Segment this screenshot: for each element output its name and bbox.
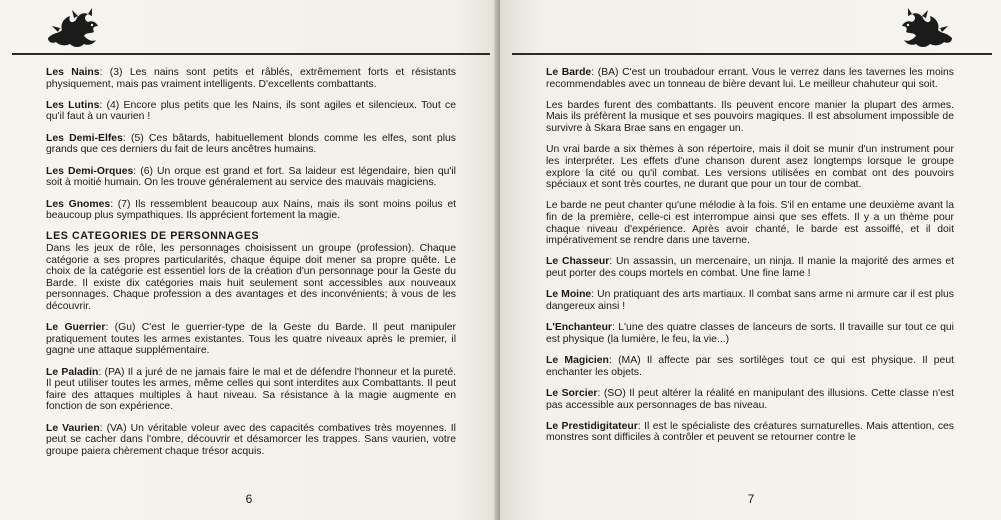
body-text: : Un pratiquant des arts martiaux. Il combat sans arme ni armure car il est plus dangereux ainsi !	[546, 289, 955, 312]
term: Le Chasseur	[546, 256, 610, 268]
class-paragraph-chasseur	[546, 256, 954, 279]
race-paragraph-nains	[46, 67, 456, 90]
body-text: : (Gu) C'est le guerrier-type de la Geste du Barde. Il peut manipuler pratiquement toutes les armes existantes. Tous les quatre niveaux après le premier, il gagne une attaque supplémentaire.	[46, 322, 456, 357]
class-paragraph-enchanteur	[546, 322, 954, 345]
term: Les Nains	[46, 67, 100, 78]
dragon-emblem-icon	[44, 8, 104, 50]
term: Le Guerrier	[46, 322, 106, 334]
term: L'Enchanteur	[546, 322, 612, 334]
race-paragraph-gnomes	[46, 199, 456, 222]
body-text: Un vrai barde a six thèmes à son répertoire, mais il doit se munir d'un instrument pour les interpréter. Les effets d'une chanson durent asez longtemps lorsque le groupe explore la cité ou qu'il combat. Les versions utilisées en combat ont des pouvoirs spéciaux et sont très courtes, ne durant que pour un tour de combat.	[546, 144, 954, 191]
class-paragraph-barde	[546, 67, 954, 90]
term: Le Prestidigitateur	[546, 420, 638, 432]
term: Les Demi-Elfes	[46, 132, 123, 144]
term: Le Vaurien	[46, 422, 100, 434]
class-paragraph-guerrier	[46, 322, 456, 357]
race-paragraph-lutins	[46, 100, 456, 123]
class-paragraph-magicien	[546, 355, 954, 378]
section-categories	[46, 231, 456, 312]
body-text: : (5) Ces bâtards, habituellement blonds comme les elfes, sont plus grands que ces derniers du fait de leurs ancêtres humains.	[46, 132, 456, 156]
race-paragraph-demi-orques	[46, 166, 456, 189]
body-text: : L'une des quatre classes de lanceurs de sorts. Il travaille sur tout ce qui est physique (la lumière, le feu, la vie...)	[546, 322, 954, 345]
barde-paragraph-3	[546, 144, 954, 190]
term: Les Demi-Orques	[46, 165, 134, 177]
barde-paragraph-4	[546, 200, 954, 246]
body-text: Le barde ne peut chanter qu'une mélodie à la fois. S'il en entame une deuxième avant la fin de la première, celle-ci est interrompue ainsi que ses effets. Il y a un thème pour chaque niveau d'expérience. Après avoir chanté, le barde est assoiffé, et il doit impérativement se rendre dans une taverne.	[546, 200, 954, 247]
body-text: : (7) Ils ressemblent beaucoup aux Nains, mais ils sont moins poilus et beaucoup plus sympathiques. Ils apprécient fortement la magie.	[46, 198, 456, 222]
term: Le Paladin	[46, 366, 99, 378]
right-text-column	[546, 67, 954, 454]
section-text: Dans les jeux de rôle, les personnages choisissent un groupe (profession). Chaque catégorie a ses propres particularités, chaque équipe doit mener sa propre quête. Le choix de la catégorie est essentiel lors de la création d'un personnage pour la Geste du Barde. Il existe dix catégories mais huit seulement sont accessibles aux nouveaux personnages. Chaque profession a des avantages et des inconvénients; à vous de les découvrir.	[46, 242, 456, 312]
header-rule	[12, 53, 490, 55]
header-rule	[512, 53, 992, 55]
body-text: Les bardes furent des combattants. Ils peuvent encore manier la plupart des armes. Mais ils préfèrent la musique et ses pouvoirs magiques. Il est absolument impossible de survivre à Skara Brae sans en engager un.	[546, 99, 954, 135]
class-paragraph-vaurien	[46, 423, 456, 458]
body-text: : (3) Les nains sont petits et râblés, extrêmement forts et résistants physiquement, mais pas vraiment intelligents. D'excellents combattants.	[46, 67, 456, 90]
right-page	[500, 0, 1001, 520]
term: Le Moine	[546, 289, 592, 301]
class-paragraph-moine	[546, 289, 954, 312]
body-text: : Il est le spécialiste des créatures surnaturelles. Mais attention, ces monstres sont difficiles à contrôler et peuvent se retourner contre le	[546, 420, 954, 444]
class-paragraph-prestidigitateur	[546, 421, 954, 444]
term: Le Barde	[546, 67, 592, 78]
class-paragraph-paladin	[46, 367, 456, 413]
term: Les Gnomes	[46, 198, 111, 210]
body-text: : (VA) Un véritable voleur avec des capacités combatives très moyennes. Il peut se cacher dans l'ombre, découvrir et désamorcer les trappes. Sans vaurien, votre groupe paiera chèrement chaque trésor acquis.	[46, 422, 456, 457]
class-paragraph-sorcier	[546, 388, 954, 411]
left-text-column	[46, 67, 456, 467]
page-number: 7	[747, 492, 755, 506]
body-text: : (BA) C'est un troubadour errant. Vous le verrez dans les tavernes les moins recommendables avec un tonneau de bière devant lui. Le meilleur chahuteur qui soit.	[546, 67, 955, 90]
body-text: : (PA) Il a juré de ne jamais faire le mal et de défendre l'honneur et la pureté. Il peut utiliser toutes les armes, même celles qui sont interdites aux Combattants. Il peut faire des attaques multiples à haut niveau. Sa résistance à la magie augmente en fonction de son expérience.	[46, 366, 457, 413]
term: Le Magicien	[546, 355, 609, 367]
page-number: 6	[245, 492, 253, 506]
race-paragraph-demi-elfes	[46, 133, 456, 156]
term: Les Lutins	[46, 99, 100, 111]
barde-paragraph-2	[546, 100, 954, 135]
left-page	[0, 0, 498, 520]
section-heading: LES CATEGORIES DE PERSONNAGES	[46, 230, 260, 243]
body-text: : (SO) Il peut altérer la réalité en manipulant des illusions. Cette classe n'est pas accessible aux personnages de bas niveau.	[546, 387, 954, 411]
body-text: : (MA) Il affecte par ses sortilèges tout ce qui est physique. Il peut enchanter les objets.	[546, 355, 954, 378]
body-text: : (4) Encore plus petits que les Nains, ils sont agiles et silencieux. Tout ce qu'il faut à un vaurien !	[46, 99, 456, 123]
body-text: : Un assassin, un mercenaire, un ninja. Il manie la majorité des armes et peut porter des coups mortels en combat. Une fine lame !	[546, 256, 954, 280]
term: Le Sorcier	[546, 387, 598, 399]
dragon-emblem-icon	[896, 8, 956, 50]
body-text: : (6) Un orque est grand et fort. Sa laideur est légendaire, bien qu'il soit à moitié humain. On les trouve généralement au service des mauvais magiciens.	[46, 165, 456, 189]
